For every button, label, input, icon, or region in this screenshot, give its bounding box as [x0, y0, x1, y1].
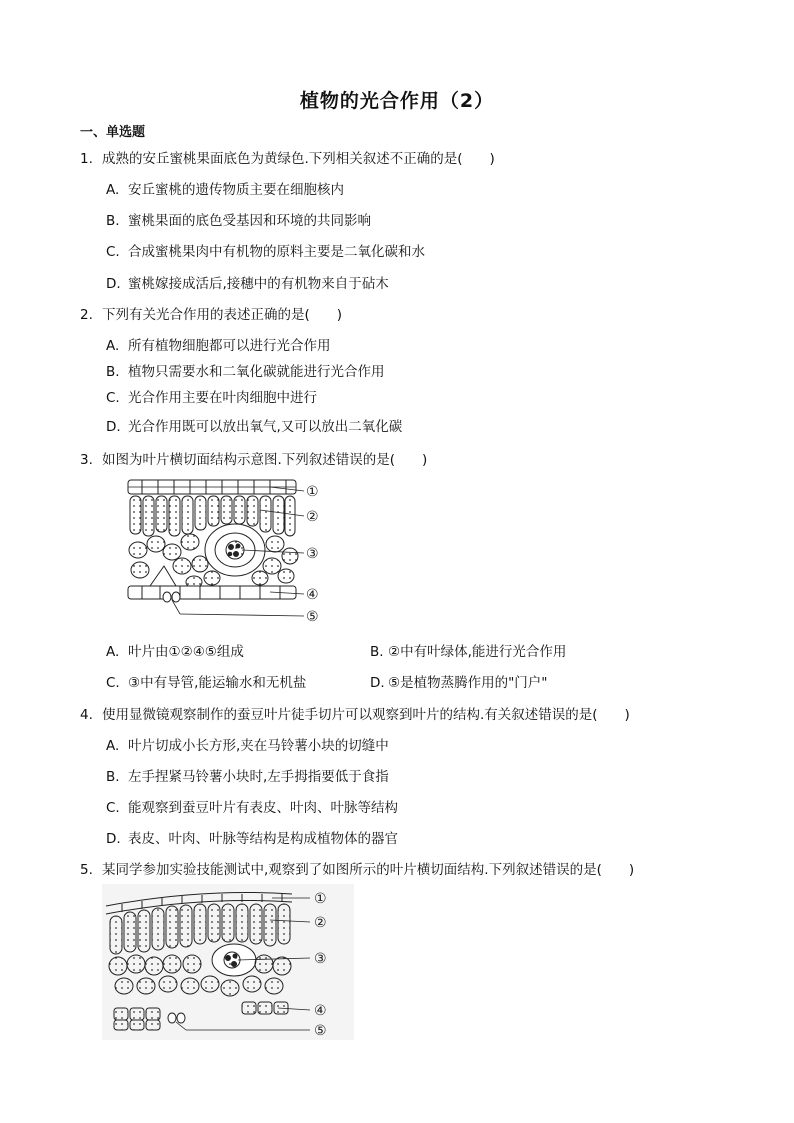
q4-option-b: B. 左手捏紧马铃薯小块时,左手拇指要低于食指	[106, 769, 389, 785]
question-stem: 成熟的安丘蜜桃果面底色为黄绿色.下列相关叙述不正确的是( )	[102, 151, 495, 167]
q4-option-c: C. 能观察到蚕豆叶片有表皮、叶肉、叶脉等结构	[106, 800, 398, 816]
question-1	[80, 147, 495, 167]
leaf-cross-section-figure-1	[120, 474, 340, 626]
question-stem: 某同学参加实验技能测试中,观察到了如图所示的叶片横切面结构.下列叙述错误的是( )	[102, 862, 635, 878]
question-number: 5.	[80, 862, 93, 878]
question-number: 4.	[80, 707, 93, 723]
question-2	[80, 303, 342, 323]
figure-2-label-5: ⑤	[314, 1023, 327, 1039]
figure-1-label-3: ③	[306, 546, 319, 562]
palisade-tissue	[130, 496, 295, 536]
q2-option-c: C. 光合作用主要在叶肉细胞中进行	[106, 390, 317, 406]
figure-2-label-4: ④	[314, 1003, 327, 1019]
question-stem: 下列有关光合作用的表述正确的是( )	[102, 307, 343, 323]
q1-option-b: B. 蜜桃果面的底色受基因和环境的共同影响	[106, 213, 371, 229]
question-number: 2.	[80, 307, 93, 323]
q3-option-a: A. 叶片由①②④⑤组成	[106, 644, 244, 660]
q1-option-a: A. 安丘蜜桃的遗传物质主要在细胞核内	[106, 182, 344, 198]
leaf-vein	[205, 524, 265, 576]
question-stem: 使用显微镜观察制作的蚕豆叶片徒手切片可以观察到叶片的结构.有关叙述错误的是( )	[102, 707, 630, 723]
figure-2-label-3: ③	[314, 951, 327, 967]
q3-option-d: D. ⑤是植物蒸腾作用的"门户"	[370, 675, 548, 691]
air-space	[150, 566, 176, 586]
q2-option-a: A. 所有植物细胞都可以进行光合作用	[106, 338, 331, 354]
page-title: 植物的光合作用（2）	[299, 90, 495, 112]
question-stem: 如图为叶片横切面结构示意图.下列叙述错误的是( )	[102, 452, 428, 468]
figure-2-label-2: ②	[314, 915, 327, 931]
figure-1-label-5: ⑤	[306, 609, 319, 625]
figure-1-label-1: ①	[306, 484, 319, 500]
question-3	[80, 448, 427, 468]
lower-epidermis	[128, 586, 296, 599]
figure-1-label-4: ④	[306, 587, 319, 603]
question-4	[80, 703, 630, 723]
q3-option-b: B. ②中有叶绿体,能进行光合作用	[370, 644, 567, 660]
question-5	[80, 858, 634, 878]
question-number: 3.	[80, 452, 93, 468]
leaf-cross-section-figure-2	[102, 884, 354, 1040]
question-number: 1.	[80, 151, 93, 167]
q2-option-b: B. 植物只需要水和二氧化碳就能进行光合作用	[106, 364, 385, 380]
figure-1-label-2: ②	[306, 509, 319, 525]
section-heading: 一、单选题	[80, 125, 146, 140]
q3-option-c: C. ③中有导管,能运输水和无机盐	[106, 675, 307, 691]
q1-option-c: C. 合成蜜桃果肉中有机物的原料主要是二氧化碳和水	[106, 244, 425, 260]
q4-option-a: A. 叶片切成小长方形,夹在马铃薯小块的切缝中	[106, 738, 389, 754]
q4-option-d: D. 表皮、叶肉、叶脉等结构是构成植物体的器官	[106, 831, 398, 847]
q1-option-d: D. 蜜桃嫁接成活后,接穗中的有机物来自于砧木	[106, 276, 389, 292]
figure-2-label-1: ①	[314, 891, 327, 907]
q2-option-d: D. 光合作用既可以放出氧气,又可以放出二氧化碳	[106, 419, 403, 435]
